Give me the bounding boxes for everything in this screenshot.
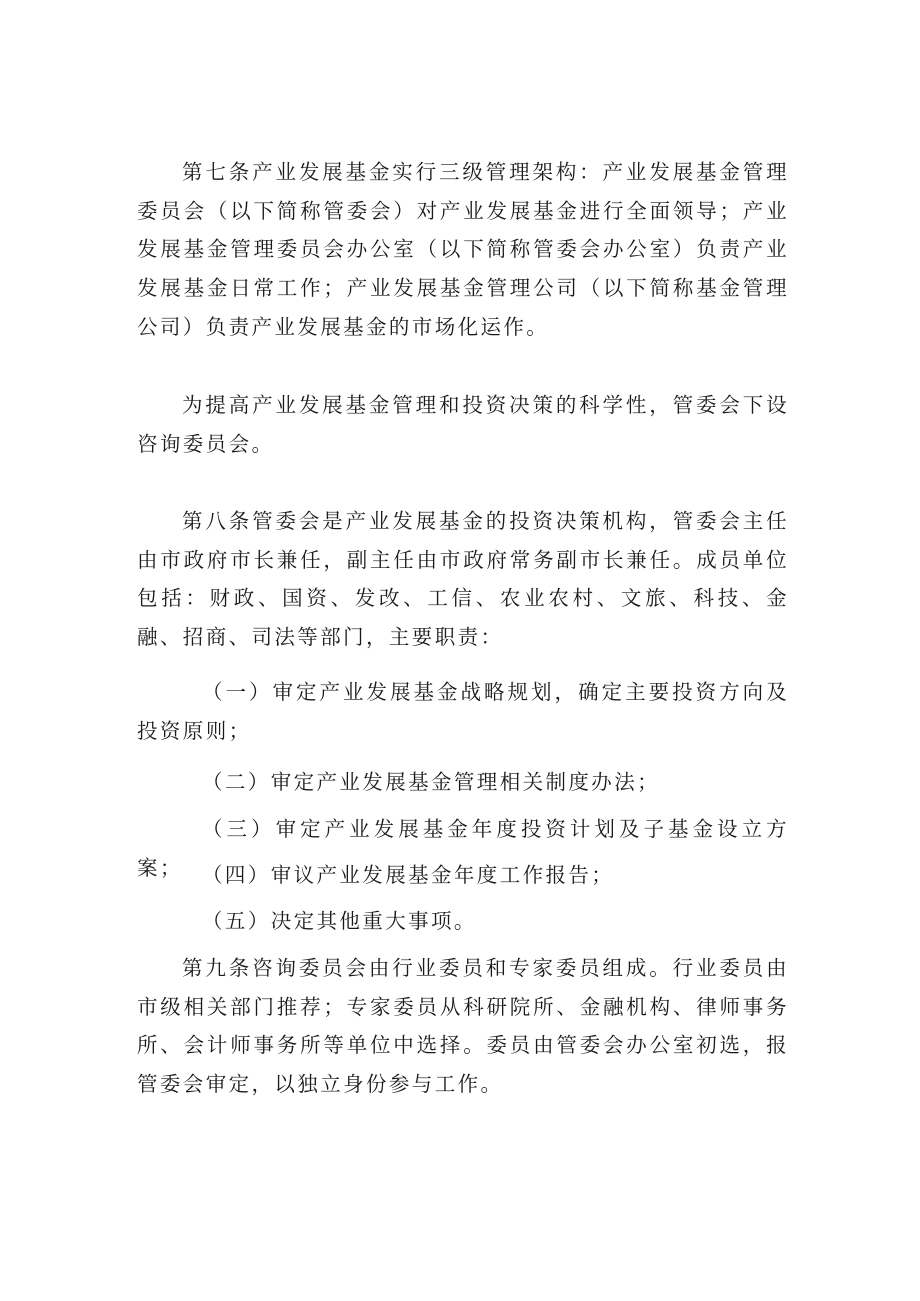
duty-item-3: （三）审定产业发展基金年度投资计划及子基金设立方案； bbox=[137, 817, 789, 880]
article-7-paragraph: 第七条产业发展基金实行三级管理架构：产业发展基金管理委员会（以下简称管委会）对产业发展基金进行全面领导；产业发展基金管理委员会办公室（以下简称管委会办公室）负责产业发展基金日常工作；产业发展基金管理公司（以下简称基金管理公司）负责产业发展基金的市场化运作。 bbox=[137, 160, 789, 339]
duty-item-2: （二）审定产业发展基金管理相关制度办法； bbox=[202, 770, 660, 794]
article-9-paragraph: 第九条咨询委员会由行业委员和专家委员组成。行业委员由市级相关部门推荐；专家委员从科研院所、金融机构、律师事务所、会计师事务所等单位中选择。委员由管委会办公室初选，报管委会审定，以独立身份参与工作。 bbox=[137, 956, 789, 1097]
duty-item-4: （四）审议产业发展基金年度工作报告； bbox=[202, 863, 615, 887]
consult-committee-paragraph: 为提高产业发展基金管理和投资决策的科学性，管委会下设咨询委员会。 bbox=[137, 393, 789, 456]
duty-item-1: （一）审定产业发展基金战略规划，确定主要投资方向及投资原则； bbox=[137, 680, 789, 743]
duty-item-5: （五）决定其他重大事项。 bbox=[202, 909, 477, 933]
article-8-paragraph: 第八条管委会是产业发展基金的投资决策机构，管委会主任由市政府市长兼任，副主任由市政府常务副市长兼任。成员单位包括：财政、国资、发改、工信、农业农村、文旅、科技、金融、招商、司法等部门，主要职责： bbox=[137, 509, 789, 650]
